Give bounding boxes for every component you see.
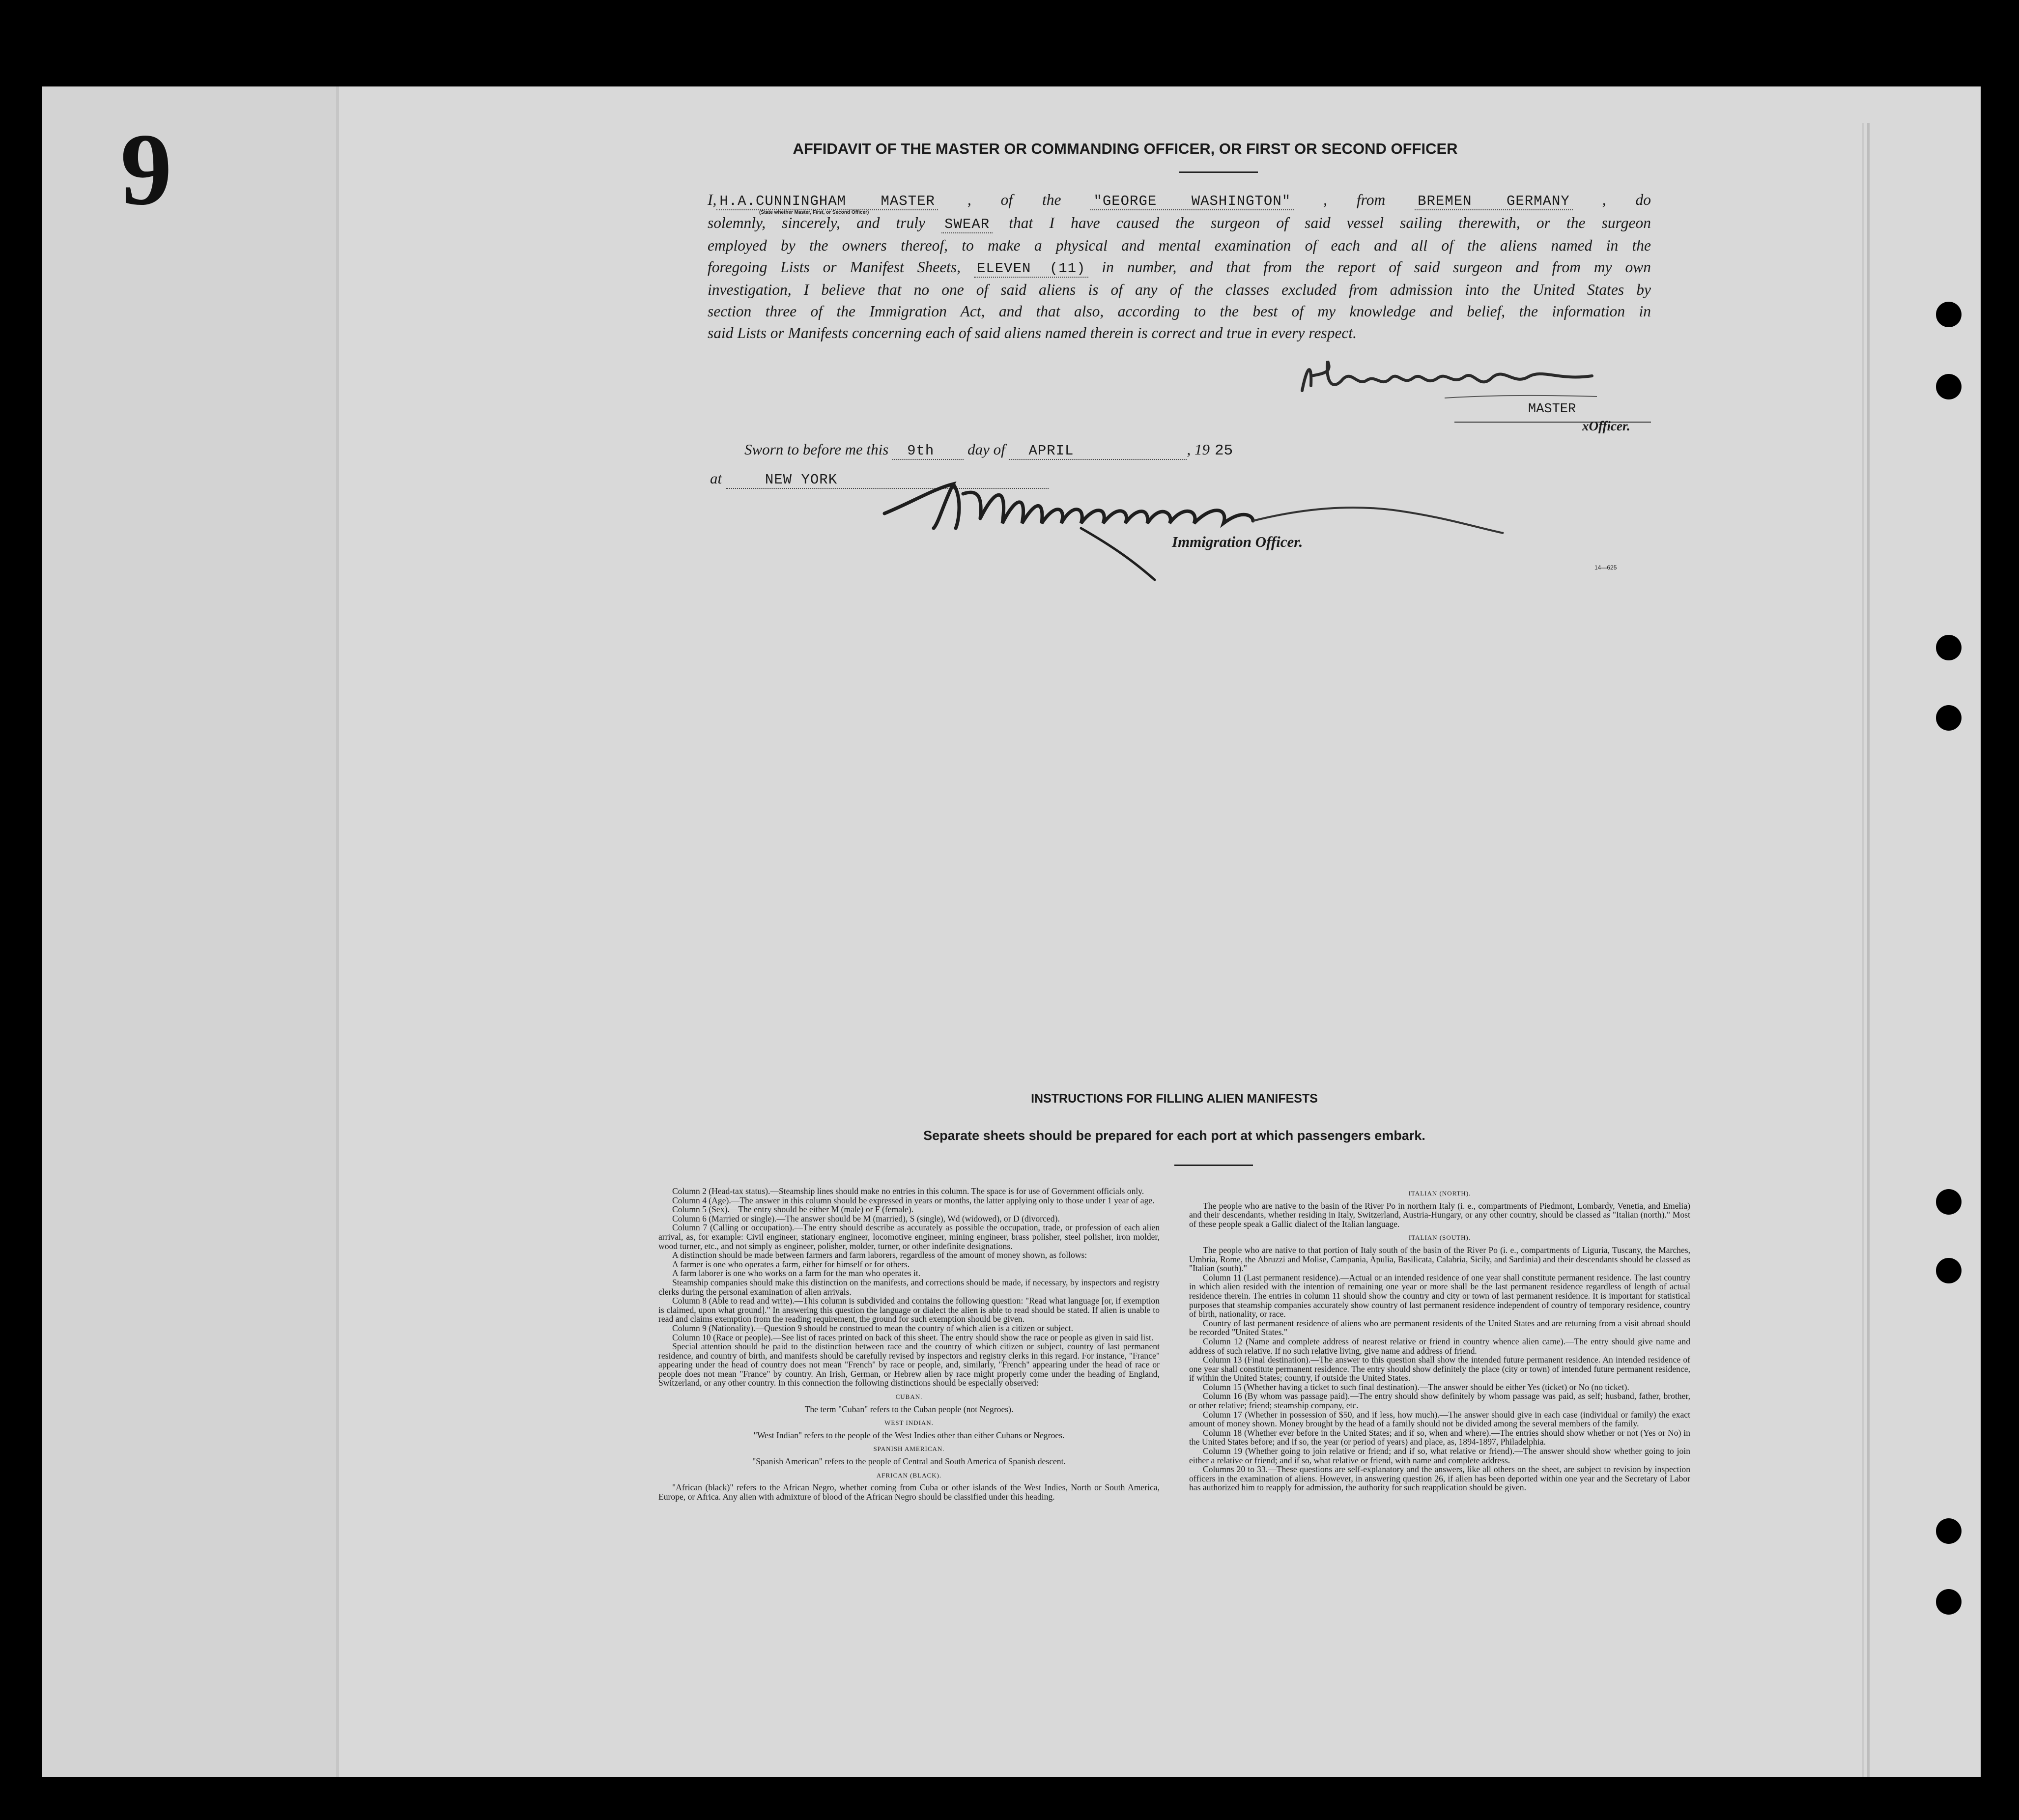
instruction-paragraph: The people who are native to the basin of the River Po in northern Italy (i. e., compartments of Piedmont, Lombardy, Venetia, and Emelia) and their descendants, whether residing in Italy, Switzerland, Austria-Hungary, or any other country, should be classed as "Italian (north)." Most of these people speak a Gallic dialect of the Italian language. xyxy=(1189,1200,1690,1229)
text-fragment: Sworn to before me this xyxy=(744,441,889,458)
section-heading: ITALIAN (SOUTH). xyxy=(1408,1234,1471,1242)
text-fragment: , do xyxy=(1602,191,1651,208)
instruction-paragraph: Column 13 (Final destination).—The answer to this question shall show the intended future permanent residence. An intended residence of one year shall constitute permanent residence. The entry should show definitely the place (city or town) of intended future permanent residence, if within the United States; country, if outside the United States. xyxy=(1189,1355,1690,1383)
departure-port-field: BREMEN GERMANY xyxy=(1415,193,1573,210)
section-heading: WEST INDIAN. xyxy=(884,1419,934,1427)
text-fragment: day of xyxy=(967,441,1005,458)
affidavit-line xyxy=(708,189,1651,212)
section-heading: SPANISH AMERICAN. xyxy=(873,1445,945,1453)
officer-label: xOfficer. xyxy=(1582,419,1630,433)
sheet-count-field: ELEVEN (11) xyxy=(974,260,1088,278)
vessel-name-field: "GEORGE WASHINGTON" xyxy=(1090,193,1294,210)
year-field: 25 xyxy=(1214,442,1233,459)
instruction-paragraph: Column 4 (Age).—The answer in this column should be expressed in years or months, the latter applying only to those under 1 year of age. xyxy=(672,1195,1155,1205)
punch-hole xyxy=(1936,635,1962,660)
instructions-left-column xyxy=(658,1187,1160,1501)
affidavit-line: said Lists or Manifests concerning each of said aliens named therein is correct and true in every respect. xyxy=(708,324,1357,341)
affidavit-line xyxy=(708,212,1651,235)
immigration-officer-signature xyxy=(880,474,1513,587)
month-field: APRIL xyxy=(1009,443,1187,460)
instruction-paragraph: Column 10 (Race or people).—See list of races printed on back of this sheet. The entry should show the race or people as given in said list. xyxy=(672,1332,1154,1342)
text-fragment: that I have caused the surgeon of said vessel sailing therewith, or the surgeon xyxy=(1009,214,1651,231)
strip-edge xyxy=(336,86,339,1777)
instruction-paragraph: Special attention should be paid to the distinction between race and the country of which citizen or subject, country of last permanent residence, and country of birth, and manifests should be carefully revised by inspectors and registry clerks in this regard. For instance, "France" appearing under the head of country does not mean "French" by race or people, and, similarly, "French" appearing under the head of race or people does not mean "France" by country. An Irish, German, or Hebrew alien by race might properly come under the heading of England, Switzerland, or any other country. In this connection the following distinctions should be especially observed: xyxy=(658,1341,1160,1388)
section-heading: CUBAN. xyxy=(895,1393,923,1401)
instructions-right-column xyxy=(1189,1189,1690,1492)
page-edge-inner xyxy=(1862,123,1864,1777)
punch-hole xyxy=(1936,1189,1962,1215)
instruction-paragraph: Steamship companies should make this distinction on the manifests, and corrections should be made, if necessary, by inspectors and registry clerks during the personal examination of alien arrivals. xyxy=(658,1277,1160,1297)
immigration-officer-label: Immigration Officer. xyxy=(1172,533,1303,550)
page-edge xyxy=(1867,123,1870,1777)
section-heading: AFRICAN (BLACK). xyxy=(876,1471,942,1479)
affidavit-line: section three of the Immigration Act, and that also, according to the best of my knowledge and belief, the information in xyxy=(708,302,1651,320)
instruction-paragraph: Column 9 (Nationality).—Question 9 should be construed to mean the country of which alien is a citizen or subject. xyxy=(672,1323,1073,1333)
signer-title: MASTER xyxy=(1528,402,1576,417)
day-field: 9th xyxy=(892,443,964,460)
instruction-paragraph: Column 2 (Head-tax status).—Steamship lines should make no entries in this column. The space is for use of Government officials only. xyxy=(672,1186,1144,1196)
section-heading: ITALIAN (NORTH). xyxy=(1408,1190,1471,1197)
instruction-paragraph: Country of last permanent residence of aliens who are permanent residents of the United States and are returning from a visit abroad should be recorded "United States." xyxy=(1189,1318,1690,1337)
punch-hole xyxy=(1936,374,1962,399)
instruction-paragraph: A farmer is one who operates a farm, either for himself or for others. xyxy=(672,1259,910,1269)
instruction-paragraph: The term "Cuban" refers to the Cuban people (not Negroes). xyxy=(804,1404,1014,1414)
instruction-paragraph: Column 12 (Name and complete address of nearest relative or friend in country whence alien came).—The entry should give name and address of such relative. If no such relative living, give name and address of friend. xyxy=(1189,1336,1690,1356)
affidavit-line: employed by the owners thereof, to make a physical and mental examination of each and all of the aliens named in the xyxy=(708,237,1651,255)
affidavit-line: investigation, I believe that no one of said aliens is of any of the classes excluded from admission into the United States by xyxy=(708,281,1651,299)
punch-hole xyxy=(1936,1589,1962,1615)
instruction-paragraph: Columns 20 to 33.—These questions are self-explanatory and the answers, like all others on the sheet, are subject to revision by inspection officers in the examination of aliens. However, in answering question 26, if alien has been deported within one year and the Secretary of Labor has authorized him to reapply for admission, the authority for such reapplication should be given. xyxy=(1189,1464,1690,1493)
title-rule xyxy=(1179,171,1258,173)
text-fragment: in number, and that from the report of said surgeon and from my own xyxy=(1102,258,1651,276)
instruction-paragraph: "Spanish American" refers to the people of Central and South America of Spanish descent. xyxy=(752,1456,1066,1467)
instruction-paragraph: Column 7 (Calling or occupation).—The entry should describe as accurately as possible the occupation, trade, or profession of each alien arrival, as, for example: Civil engineer, stationary engineer, locomotive engineer, mining engineer, brass polisher, steel polisher, iron molder, wood turner, etc., and not simply as engineer, polisher, molder, turner, or other indefinite designations. xyxy=(658,1223,1160,1251)
instruction-paragraph: Column 18 (Whether ever before in the United States; and if so, when and where).—The entries should show whether or not (Yes or No) in the United States before; and if so, the year (or period of years) and place, as, 1894-1897, Philadelphia. xyxy=(1189,1427,1690,1447)
instruction-paragraph: "African (black)" refers to the African Negro, whether coming from Cuba or other islands of the West Indies, North or South America, Europe, or Africa. Any alien with admixture of blood of the African Negro should be classified under this heading. xyxy=(658,1482,1160,1502)
instructions-subtitle: Separate sheets should be prepared for each port at which passengers embark. xyxy=(923,1128,1425,1143)
instruction-paragraph: Column 15 (Whether having a ticket to such final destination).—The answer should be either Yes (ticket) or No (no ticket). xyxy=(1203,1382,1629,1392)
text-fragment: , 19 xyxy=(1187,441,1210,458)
instructions-rule xyxy=(1174,1165,1253,1166)
instruction-paragraph: The people who are native to that portion of Italy south of the basin of the River Po (i. e., compartments of Liguria, Tuscany, the Marches, Umbria, Rome, the Abruzzi and Molise, Campania, Apulia, Basilicata, Calabria, Sicily, and Sardinia) and their descendants should be classed as "Italian (south)." xyxy=(1189,1245,1690,1274)
instruction-paragraph: Column 17 (Whether in possession of $50, and if less, how much).—The answer should give in each case (individual or family) the exact amount of money shown. Money brought by the head of a family should not be divided among the several members of the family. xyxy=(1189,1409,1690,1429)
punch-hole xyxy=(1936,1258,1962,1283)
instruction-paragraph: A distinction should be made between farmers and farm laborers, regardless of the amount of money shown, as follows: xyxy=(672,1250,1087,1260)
page-number: 9 xyxy=(120,113,172,227)
text-fragment: foregoing Lists or Manifest Sheets, xyxy=(708,258,961,276)
text-fragment: I, xyxy=(708,191,717,208)
instruction-paragraph: Column 8 (Able to read and write).—This column is subdivided and contains the following question: "Read what language [or, if exemption is claimed, upon what ground]." In answering this question the language or dialect the alien is able to read should be stated. If alien is unable to read and claims exemption from the reading requirement, the ground for such exemption should be given. xyxy=(658,1296,1160,1324)
instruction-paragraph: Column 19 (Whether going to join relative or friend; and if so, what relative or friend).—The answer should show whether going to join either a relative or friend; and if so, what relative or friend, with name and complete address. xyxy=(1189,1446,1690,1465)
instruction-paragraph: Column 16 (By whom was passage paid).—The entry should show definitely by whom passage was paid, as self; husband, father, brother, or other relative; friend; steamship company, etc. xyxy=(1189,1391,1690,1411)
punch-hole xyxy=(1936,705,1962,731)
state-note: (State whether Master, First, or Second Officer) xyxy=(759,210,869,215)
binding-strip xyxy=(42,86,337,1777)
punch-hole xyxy=(1936,302,1962,327)
master-signature xyxy=(1297,351,1602,405)
master-name-field: H.A.CUNNINGHAM MASTER xyxy=(716,193,938,210)
text-fragment: , of the xyxy=(967,191,1061,208)
text-fragment: at xyxy=(710,470,722,487)
text-fragment: , from xyxy=(1323,191,1386,208)
instruction-paragraph: Column 5 (Sex).—The entry should be either M (male) or F (female). xyxy=(672,1204,914,1215)
instruction-paragraph: "West Indian" refers to the people of the West Indies other than either Cubans or Negroes. xyxy=(753,1430,1065,1440)
text-fragment: solemnly, sincerely, and truly xyxy=(708,214,925,231)
instructions-title: INSTRUCTIONS FOR FILLING ALIEN MANIFESTS xyxy=(1031,1092,1318,1106)
sworn-line xyxy=(744,441,1233,459)
place-field: NEW YORK xyxy=(726,472,1049,489)
instruction-paragraph: Column 6 (Married or single).—The answer should be M (married), S (single), Wd (widowed), or D (divorced). xyxy=(672,1213,1060,1223)
form-code: 14—625 xyxy=(1594,564,1617,571)
affidavit-line xyxy=(708,256,1651,280)
instruction-paragraph: Column 11 (Last permanent residence).—Actual or an intended residence of one year shall constitute permanent residence. The last country in which alien resided with the intention of remaining one year or more shall be the last permanent residence regardless of length of actual residence therein. The entries in column 11 should show the country and city or town of last permanent residence. It is important for statistical purposes that steamship companies accurately show country of last permanent residence independent of country of temporary residence, country of birth, nationality, or race. xyxy=(1189,1272,1690,1319)
instruction-paragraph: A farm laborer is one who works on a farm for the man who operates it. xyxy=(672,1268,921,1279)
affidavit-title: AFFIDAVIT OF THE MASTER OR COMMANDING OFFICER, OR FIRST OR SECOND OFFICER xyxy=(793,140,1458,157)
oath-field: SWEAR xyxy=(941,216,993,233)
punch-hole xyxy=(1936,1518,1962,1544)
